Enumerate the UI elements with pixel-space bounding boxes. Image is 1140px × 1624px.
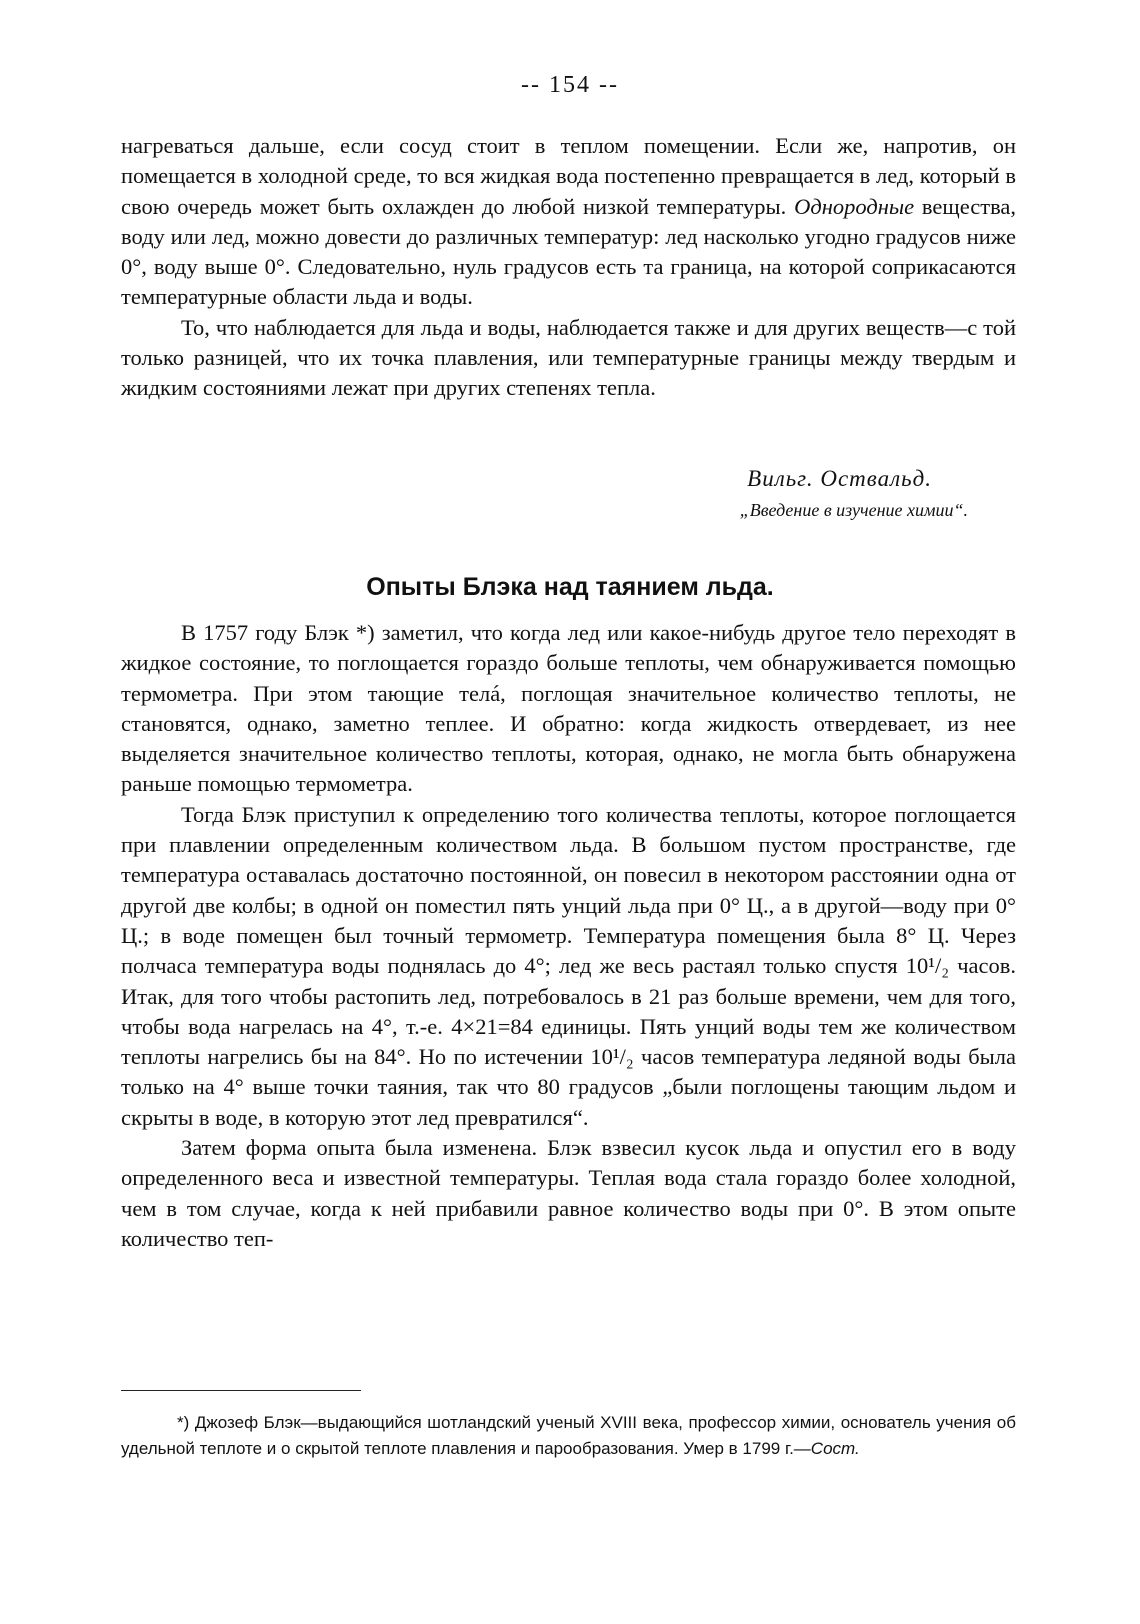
paragraph-continued [121, 131, 1016, 313]
section-paragraph: Затем форма опыта была изменена. Блэк взвесил кусок льда и опустил его в воду определенного веса и известной температуры. Теплая вода стала гораздо более холодной, чем в том случае, когда к ней прибавили равное количество воды при 0°. В этом опыте количество теп- [121, 1135, 1016, 1251]
paragraph-continued-text-a: нагреваться дальше, если сосуд стоит в теплом помещении. Если же, напротив, он помещается в холодной среде, то вся жидкая вода постепенно превращается в лед, который в свою очередь может быть охлажден до любой низкой температуры. [121, 133, 1016, 219]
section-heading: Опыты Блэка над таянием льда. [366, 573, 774, 601]
page-number: -- 154 -- [521, 72, 619, 98]
footnote [121, 1410, 1016, 1462]
footnote-divider [121, 1390, 361, 1391]
paragraph-continued-text-b: вещества, воду или лед, можно довести до различных температур: лед насколько угодно градусов ниже 0°, воду выше 0°. Следовательно, нуль градусов есть та граница, на которой соприкасаются температурные области льда и воды. [121, 193, 1017, 310]
section-paragraph: В 1757 году Блэк *) заметил, что когда лед или какое-нибудь другое тело переходят в жидкое состояние, то поглощается гораздо больше теплоты, чем обнаруживается помощью термометра. При этом тающие телá, поглощая значительное количество теплоты, не становятся, однако, заметно теплее. И обратно: когда жидкость отвердевает, из нее выделяется значительное количество теплоты, которая, однако, не могла быть обнаружена раньше помощью термометра. [121, 620, 1016, 797]
source-citation: „Введение в изучение химии“. [739, 500, 968, 520]
section-body [121, 618, 1016, 1254]
footnote-text: *) Джозеф Блэк—выдающийся шотландский ученый XVIII века, профессор химии, основатель учения об удельной теплоте и о скрытой теплоте плавления и парообразования. Умер в 1799 г.— [121, 1413, 1016, 1458]
continuation-text [121, 131, 1016, 404]
paragraph-other-substances: То, что наблюдается для льда и воды, наблюдается также и для других веществ—с той только разницей, что их точка плавления, или температурные границы между твердым и жидким состояниями лежат при других степенях тепла. [121, 314, 1016, 401]
emphasis-word: Однородные [794, 193, 915, 219]
footnote-paragraph [121, 1410, 1016, 1462]
section-paragraph: Тогда Блэк приступил к определению того количества теплоты, которое поглощается при плавлении определенным количеством льда. В большом пустом пространстве, где температура оставалась достаточно постоянной, он повесил в некотором расстоянии одна от другой две колбы; в одной он поместил пять унций льда при 0° Ц., а в другой—воду при 0° Ц.; в воде помещен был точный термометр. Температура помещения была 8° Ц. Через полчаса температура воды поднялась до 4°; лед же весь растаял только спустя 10¹/₂ часов. Итак, для того чтобы растопить лед, потребовалось в 21 раз больше времени, чем для того, чтобы вода нагрелась на 4°, т.-е. 4×21=84 единицы. Пять унций воды тем же количеством теплоты нагрелись бы на 84°. Но по истечении 10¹/₂ часов температура ледяной воды была только на 4° выше точки таяния, так что 80 градусов „были поглощены тающим льдом и скрыты в воде, в которую этот лед превратился“. [121, 801, 1016, 1130]
author-signature: Вильг. Оствальд. [747, 466, 932, 491]
footnote-editor-mark: Сост. [810, 1439, 860, 1458]
